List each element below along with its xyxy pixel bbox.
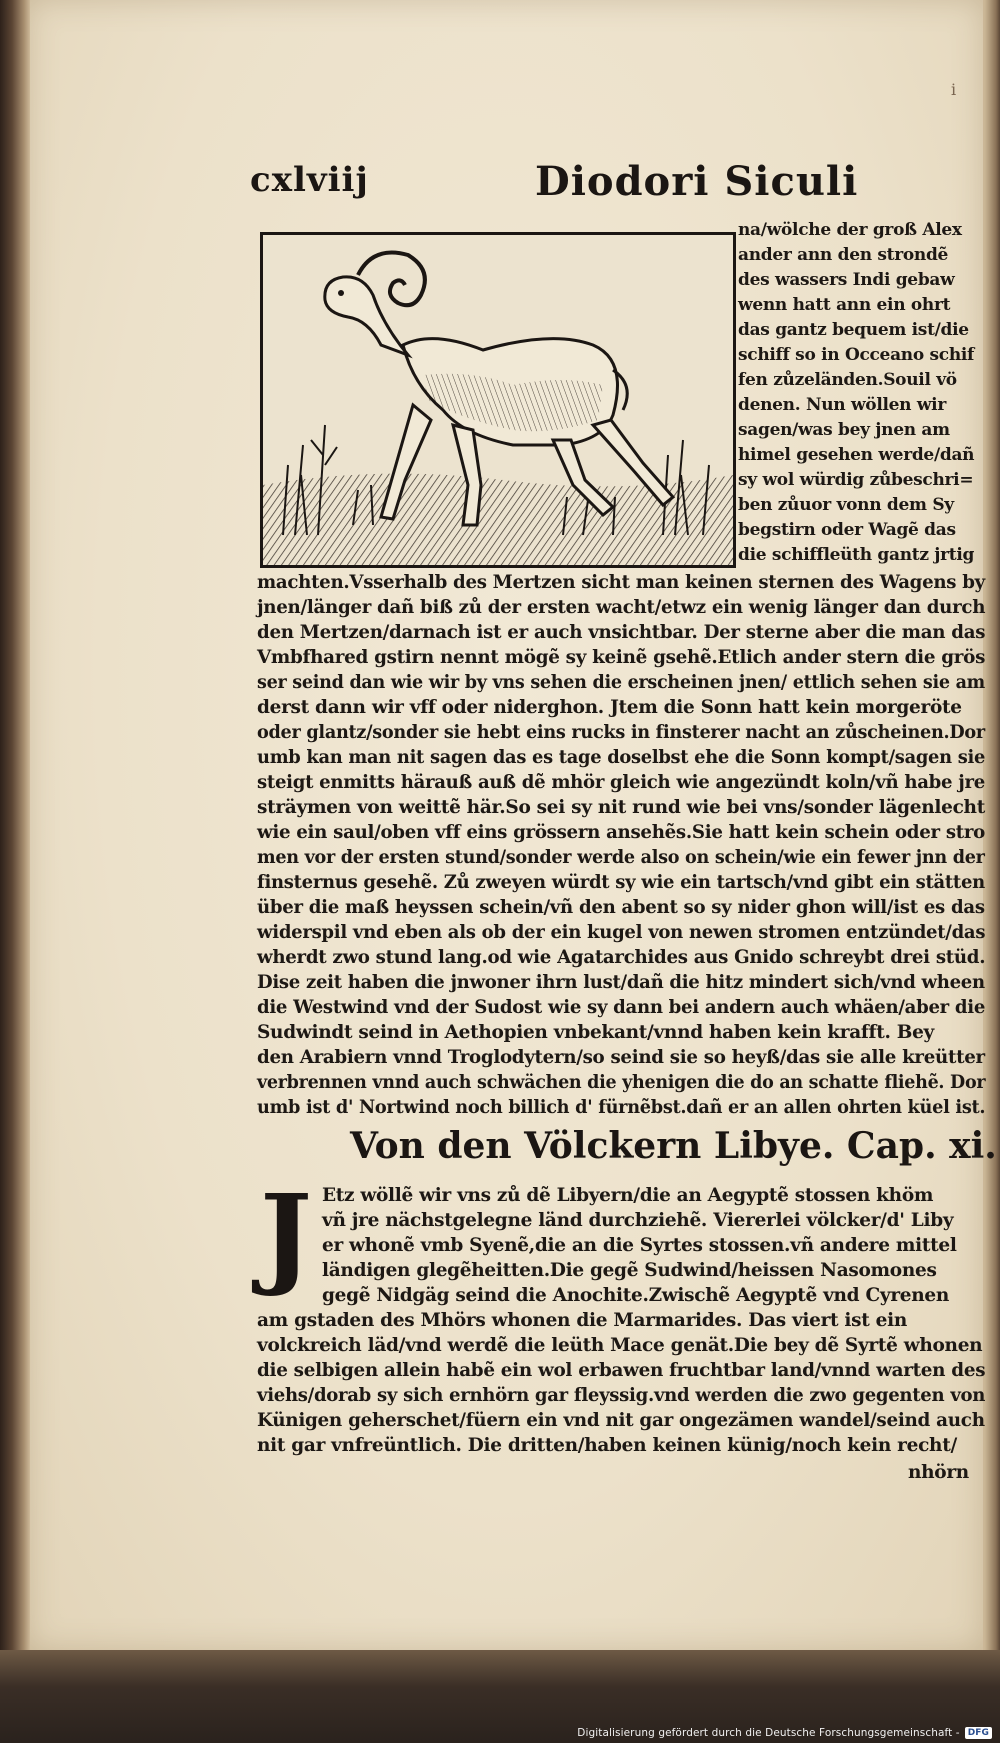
digitization-footer	[577, 1727, 992, 1739]
chapter-line: ländigen glegẽheitten.Die gegẽ Sudwind/heissen Nasomones	[322, 1260, 937, 1281]
body-line: men vor der ersten stund/sonder werde also on schein/wie ein fewer jnn der	[257, 847, 985, 868]
ram-woodcut-svg	[263, 235, 733, 565]
body-line: umb ist d' Nortwind noch billich d' fürnẽbst.dañ er an allen ohrten küel ist.	[257, 1097, 986, 1118]
folio-number: cxlviij	[250, 160, 369, 200]
ram-woodcut-illustration	[260, 232, 736, 568]
side-line: begstirn oder Wagẽ das	[738, 520, 956, 540]
body-line: umb kan man nit sagen das es tage doselbst ehe die Sonn kompt/sagen sie	[257, 747, 986, 768]
chapter-line: volckreich läd/vnd werdẽ die leüth Mace genät.Die bey dẽ Syrtẽ whonen	[257, 1335, 983, 1356]
chapter-line: Etz wöllẽ wir vns zů dẽ Libyern/die an Aegyptẽ stossen khöm	[322, 1185, 934, 1206]
body-line: jnen/länger dañ biß zů der ersten wacht/etwz ein wenig länger dan durch	[257, 597, 986, 618]
body-line: verbrennen vnnd auch schwächen die yhenigen die do an schatte fliehẽ. Dor	[257, 1072, 986, 1093]
body-line: den Arabiern vnnd Troglodytern/so seind sie so heyß/das sie alle kreütter	[257, 1047, 985, 1068]
body-line: machten.Vsserhalb des Mertzen sicht man keinen sternen des Wagens by	[257, 572, 985, 593]
running-head: Diodori Siculi	[535, 158, 859, 205]
chapter-heading: Von den Völckern Libye. Cap. xi.	[350, 1125, 997, 1167]
body-line: derst dann wir vff oder niderghon. Jtem die Sonn hatt kein morgeröte	[257, 697, 962, 718]
side-line: das gantz bequem ist/die	[738, 320, 969, 340]
side-line: schiff so in Occeano schif	[738, 345, 975, 365]
side-line: na/wölche der groß Alex	[738, 220, 962, 240]
body-line: wherdt zwo stund lang.od wie Agatarchides aus Gnido schreybt drei stüd.	[257, 947, 986, 968]
footer-text: Digitalisierung gefördert durch die Deutsche Forschungsgemeinschaft -	[577, 1727, 960, 1739]
margin-mark: i	[951, 80, 957, 99]
chapter-line: nit gar vnfreüntlich. Die dritten/haben keinen künig/noch kein recht/	[257, 1435, 957, 1456]
body-line: den Mertzen/darnach ist er auch vnsichtbar. Der sterne aber die man das	[257, 622, 986, 643]
side-line: des wassers Indi gebaw	[738, 270, 955, 290]
side-line: himel gesehen werde/dañ	[738, 445, 975, 465]
body-line: oder glantz/sonder sie hebt eins rucks in finsterer nacht an zůscheinen.Dor	[257, 722, 985, 743]
body-line: Vmbfhared gstirn nennt mögẽ sy keinẽ gsehẽ.Etlich ander stern die grös	[257, 647, 986, 668]
chapter-line: er whonẽ vmb Syenẽ,die an die Syrtes stossen.vñ andere mittel	[322, 1235, 957, 1256]
body-line: steigt enmitts härauß auß dẽ mhör gleich wie angezündt koln/vñ habe jre	[257, 772, 985, 793]
side-line: fen zůzeländen.Souil vö	[738, 370, 957, 390]
chapter-line: vñ jre nächstgelegne länd durchziehẽ. Viererlei völcker/d' Liby	[322, 1210, 954, 1231]
body-line: widerspil vnd eben als ob der ein kugel von newen stromen entzündet/das	[257, 922, 986, 943]
body-line: wie ein saul/oben vff eins grössern ansehẽs.Sie hatt kein schein oder stro	[257, 822, 985, 843]
side-line: sagen/was bey jnen am	[738, 420, 950, 440]
chapter-line: am gstaden des Mhörs whonen die Marmarides. Das viert ist ein	[257, 1310, 908, 1331]
body-line: ser seind dan wie wir by vns sehen die erscheinen jnen/ ettlich sehen sie am	[257, 672, 985, 693]
body-line: Dise zeit haben die jnwoner ihrn lust/dañ die hitz mindert sich/vnd wheen	[257, 972, 985, 993]
chapter-line: Künigen geherschet/füern ein vnd nit gar ongezämen wandel/seind auch	[257, 1410, 985, 1431]
chapter-line: die selbigen allein habẽ ein wol erbawen fruchtbar land/vnnd warten des	[257, 1360, 986, 1381]
body-line: finsternus gesehẽ. Zů zweyen würdt sy wie ein tartsch/vnd gibt ein stätten	[257, 872, 985, 893]
side-line: sy wol würdig zůbeschri=	[738, 470, 974, 490]
drop-cap-ornament: J	[259, 1170, 313, 1299]
dfg-logo-icon: DFG	[965, 1727, 992, 1739]
chapter-line: viehs/dorab sy sich ernhörn gar fleyssig.vnd werden die zwo gegenten von	[257, 1385, 986, 1406]
side-line: die schiffleüth gantz jrtig	[738, 545, 975, 565]
body-line: Sudwindt seind in Aethopien vnbekant/vnnd haben kein krafft. Bey	[257, 1022, 934, 1043]
body-line: die Westwind vnd der Sudost wie sy dann bei andern auch whäen/aber die	[257, 997, 986, 1018]
side-line: ander ann den strondẽ	[738, 245, 949, 265]
book-spine	[0, 0, 30, 1743]
side-line: denen. Nun wöllen wir	[738, 395, 946, 415]
body-line: sträymen von weittẽ här.So sei sy nit rund wie bei vns/sonder lägenlecht	[257, 797, 985, 818]
catchword: nhörn	[908, 1462, 969, 1483]
side-line: wenn hatt ann ein ohrt	[738, 295, 951, 315]
body-line: über die maß heyssen schein/vñ den abent so sy nider ghon will/ist es das	[257, 897, 985, 918]
chapter-line: gegẽ Nidgäg seind die Anochite.Zwischẽ Aegyptẽ vnd Cyrenen	[322, 1285, 950, 1306]
side-line: ben zůuor vonn dem Sy	[738, 495, 954, 515]
